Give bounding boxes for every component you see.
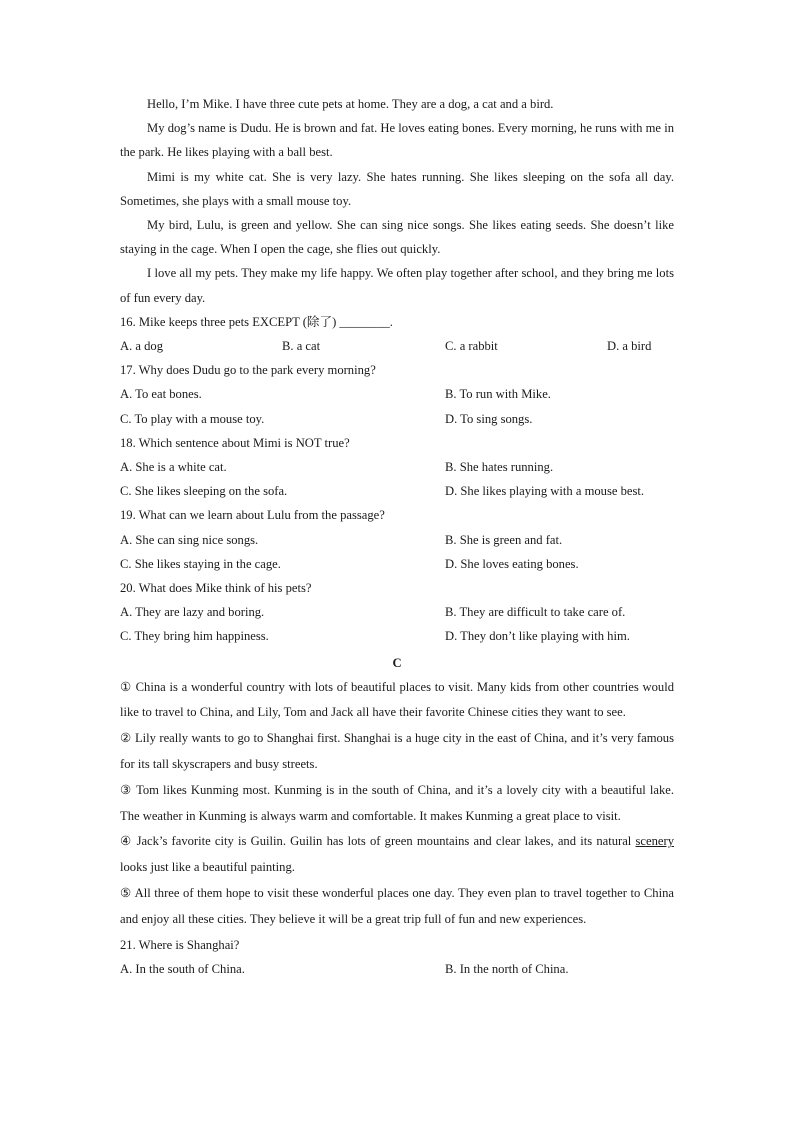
- underlined-word: scenery: [635, 834, 674, 849]
- question-stem: 18. Which sentence about Mimi is NOT true?: [120, 435, 350, 450]
- worksheet-page: [120, 92, 674, 981]
- question-19: [120, 503, 674, 576]
- question-18: [120, 431, 674, 504]
- passage-c: [120, 675, 674, 933]
- passage-paragraph: Mimi is my white cat. She is very lazy. She hates running. She likes sleeping on the sofa all day. Sometimes, she plays with a small mouse toy.: [120, 169, 674, 208]
- option-b: B. a cat: [282, 339, 321, 354]
- question-stem: 19. What can we learn about Lulu from the passage?: [120, 508, 385, 523]
- option-a: A. In the south of China.: [120, 961, 245, 976]
- question-17: [120, 358, 674, 431]
- passage-b: [120, 92, 674, 310]
- option-b: B. They are difficult to take care of.: [445, 605, 626, 620]
- option-row: [120, 552, 674, 576]
- passage-paragraph: My bird, Lulu, is green and yellow. She can sing nice songs. She likes eating seeds. She doesn’t like staying in the cage. When I open the cage, she flies out quickly.: [120, 218, 674, 257]
- option-c: C. a rabbit: [445, 339, 498, 354]
- passage-paragraph: Hello, I’m Mike. I have three cute pets at home. They are a dog, a cat and a bird.: [147, 97, 554, 111]
- question-stem: 16. Mike keeps three pets EXCEPT (除了) ________.: [120, 314, 393, 329]
- option-c: C. She likes staying in the cage.: [120, 556, 281, 571]
- passage-paragraph: My dog’s name is Dudu. He is brown and fat. He loves eating bones. Every morning, he runs with me in the park. He likes playing with a ball best.: [120, 121, 674, 160]
- option-b: B. She is green and fat.: [445, 532, 563, 547]
- option-row: [120, 624, 674, 648]
- paragraph-text: ④ Jack’s favorite city is Guilin. Guilin has lots of green mountains and clear lakes, and its natural: [120, 834, 636, 849]
- option-b: B. She hates running.: [445, 460, 554, 474]
- option-row: [120, 479, 674, 503]
- option-row: [120, 957, 674, 981]
- option-b: B. To run with Mike.: [445, 387, 551, 402]
- passage-paragraph: [120, 829, 674, 881]
- option-row: [120, 455, 674, 479]
- question-20: [120, 576, 674, 649]
- passage-paragraph: I love all my pets. They make my life happy. We often play together after school, and they bring me lots of fun every day.: [120, 266, 674, 305]
- option-row: [120, 600, 674, 624]
- option-row: [120, 382, 674, 406]
- option-d: D. To sing songs.: [445, 411, 533, 426]
- passage-paragraph: ② Lily really wants to go to Shanghai first. Shanghai is a huge city in the east of China, and it’s very famous for its tall skyscrapers and busy streets.: [120, 731, 674, 771]
- question-stem: 20. What does Mike think of his pets?: [120, 580, 312, 595]
- passage-paragraph: ① China is a wonderful country with lots of beautiful places to visit. Many kids from other countries would like to travel to China, and Lily, Tom and Jack all have their favorite Chinese cities they want to see.: [120, 679, 674, 720]
- option-row: [120, 407, 674, 431]
- option-d: D. She likes playing with a mouse best.: [445, 484, 645, 499]
- option-row: [120, 334, 674, 358]
- question-16: [120, 310, 674, 358]
- option-a: A. They are lazy and boring.: [120, 605, 265, 620]
- passage-paragraph: ③ Tom likes Kunming most. Kunming is in the south of China, and it’s a lovely city with a beautiful lake. The weather in Kunming is always warm and comfortable. It makes Kunming a great place to visit.: [120, 782, 674, 823]
- option-d: D. a bird: [607, 339, 652, 354]
- option-d: D. They don’t like playing with him.: [445, 629, 630, 644]
- option-d: D. She loves eating bones.: [445, 556, 579, 571]
- option-a: A. a dog: [120, 339, 164, 354]
- question-stem: 21. Where is Shanghai?: [120, 937, 240, 952]
- question-21: [120, 933, 674, 981]
- question-stem: 17. Why does Dudu go to the park every morning?: [120, 363, 376, 378]
- option-c: C. To play with a mouse toy.: [120, 411, 265, 426]
- passage-paragraph: ⑤ All three of them hope to visit these wonderful places one day. They even plan to travel together to China and enjoy all these cities. They believe it will be a great trip full of fun and new experiences.: [120, 885, 674, 926]
- section-title: C: [392, 655, 402, 670]
- paragraph-text: looks just like a beautiful painting.: [120, 860, 295, 875]
- option-c: C. She likes sleeping on the sofa.: [120, 484, 288, 499]
- option-a: A. She is a white cat.: [120, 460, 227, 474]
- option-b: B. In the north of China.: [445, 961, 569, 976]
- option-a: A. She can sing nice songs.: [120, 532, 259, 547]
- option-a: A. To eat bones.: [120, 387, 202, 402]
- option-c: C. They bring him happiness.: [120, 629, 269, 644]
- option-row: [120, 528, 674, 552]
